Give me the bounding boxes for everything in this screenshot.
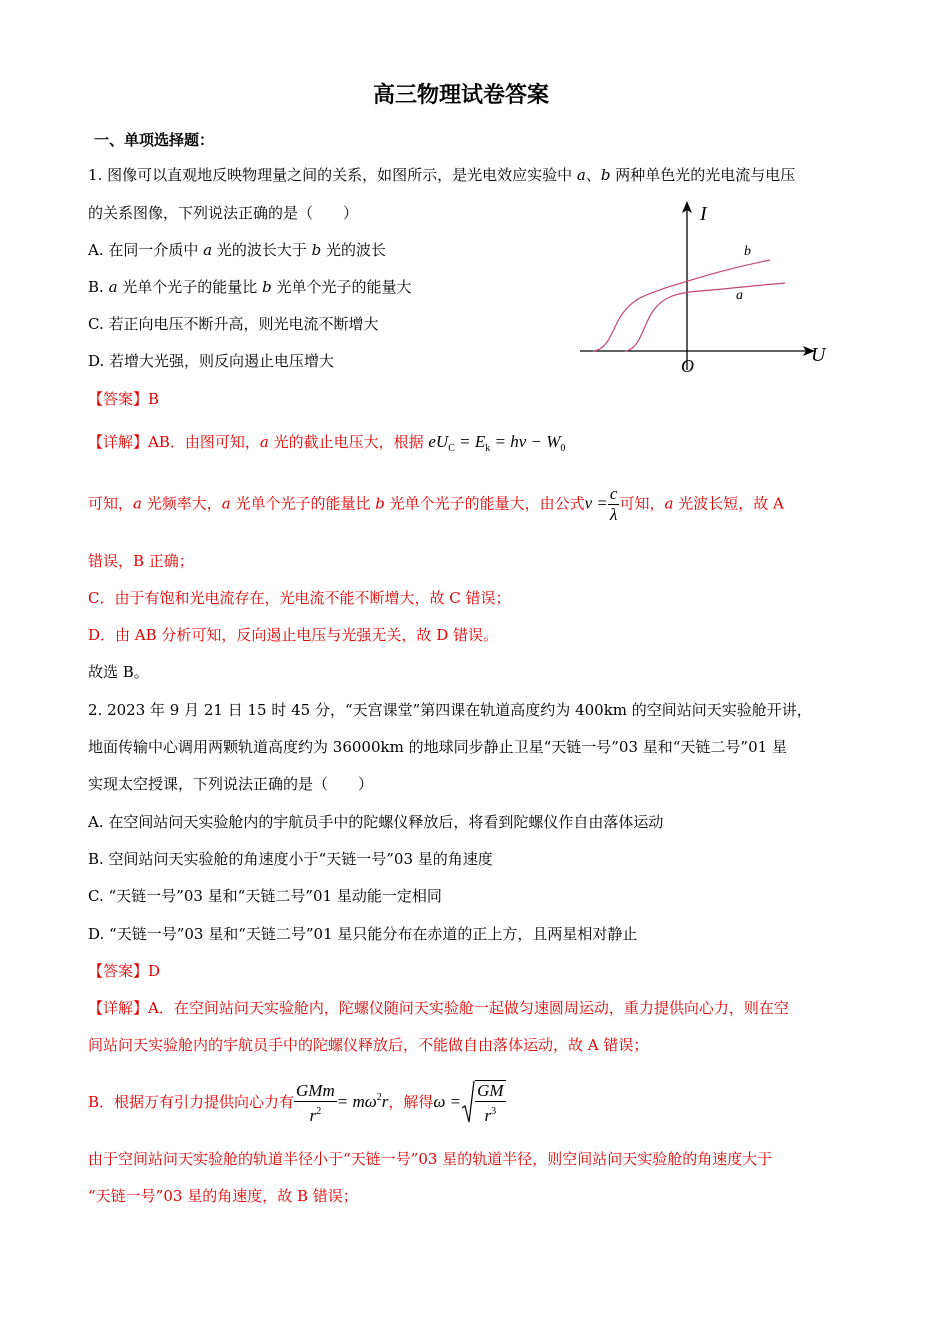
q1-detail-line3: 错误，B 正确； xyxy=(88,552,194,570)
q2-answer: 【答案】D xyxy=(88,962,161,980)
q1-option-c: C. 若正向电压不断升高，则光电流不断增大 xyxy=(88,315,379,333)
q1-stem-line1: 1. 图像可以直观地反映物理量之间的关系，如图所示，是光电效应实验中 a、b 两种单色光的光电流与电压 xyxy=(88,166,796,184)
q2-detail-b: B．根据万有引力提供向心力有 $\frac{\text{GMm}}{r^2}$ = $m\omega^2r$，解得ω = $\frac{GM}{r^3}$ xyxy=(88,1080,504,1125)
axis-label-i: I xyxy=(700,203,707,225)
q1-answer: 【答案】B xyxy=(88,390,160,408)
q2-option-b: B. 空间站问天实验舱的角速度小于“天链一号”03 星的角速度 xyxy=(88,850,493,868)
q2-option-d: D. “天链一号”03 星和“天链二号”01 星只能分布在赤道的正上方，且两星相对静止 xyxy=(88,925,638,943)
q1-detail-c: C．由于有饱和光电流存在，光电流不能不断增大，故 C 错误； xyxy=(88,589,511,607)
curve-label-a: a xyxy=(736,288,743,303)
curve-a xyxy=(625,283,785,351)
q1-detail-d: D．由 AB 分析可知，反向遏止电压与光强无关，故 D 错误。 xyxy=(88,626,498,644)
q2-option-c: C. “天链一号”03 星和“天链二号”01 星动能一定相同 xyxy=(88,887,442,905)
q2-detail-b-line2: 由于空间站问天实验舱的轨道半径小于“天链一号”03 星的轨道半径，则空间站问天实验舱的角速度大于 xyxy=(88,1150,773,1168)
section-heading: 一、单项选择题： xyxy=(94,131,215,149)
q2-detail-a-line2: 间站问天实验舱内的宇航员手中的陀螺仪释放后，不能做自由落体运动，故 A 错误； xyxy=(88,1036,649,1054)
q1-option-a: A. 在同一介质中 a 光的波长大于 b 光的波长 xyxy=(88,241,387,259)
sqrt-expression: $\frac{GM}{r^3}$ xyxy=(461,1080,505,1126)
q1-detail-line1: 【详解】AB．由图可知，a 光的截止电压大，根据 $eU_C = E_k = h\nu - W_0$ xyxy=(88,432,566,454)
q2-stem-line1: 2. 2023 年 9 月 21 日 15 时 45 分，“天宫课堂”第四课在轨道高度约为 400km 的空间站问天实验舱开讲， xyxy=(88,701,812,719)
q2-stem-line3: 实现太空授课，下列说法正确的是（ ） xyxy=(88,775,374,793)
q1-stem-line2: 的关系图像，下列说法正确的是（ ） xyxy=(88,204,359,222)
curve-b xyxy=(593,260,770,351)
q1-option-b: B. a 光单个光子的能量比 b 光单个光子的能量大 xyxy=(88,278,412,296)
photoelectric-graph xyxy=(575,195,830,375)
q1-conclusion: 故选 B。 xyxy=(88,663,149,681)
q2-detail-b-line3: “天链一号”03 星的角速度，故 B 错误； xyxy=(88,1187,358,1205)
q2-stem-line2: 地面传输中心调用两颗轨道高度约为 36000km 的地球同步静止卫星“天链一号”03 星和“天链二号”01 星 xyxy=(88,738,787,756)
q1-option-d: D. 若增大光强，则反向遏止电压增大 xyxy=(88,352,335,370)
q1-detail-line2: 可知，a 光频率大，a 光单个光子的能量比 b 光单个光子的能量大，由公式ν = $\frac{c}{\lambda}$ 可知，a 光波长短，故 A xyxy=(88,484,784,524)
curve-label-b: b xyxy=(744,244,751,259)
origin-label: O xyxy=(681,356,694,375)
q2-option-a: A. 在空间站问天实验舱内的宇航员手中的陀螺仪释放后，将看到陀螺仪作自由落体运动 xyxy=(88,813,664,831)
axis-label-u: U xyxy=(811,344,826,366)
page-title: 高三物理试卷答案 xyxy=(373,83,550,108)
q2-detail-a-line1: 【详解】A．在空间站问天实验舱内，陀螺仪随问天实验舱一起做匀速圆周运动，重力提供向心力，则在空 xyxy=(88,999,789,1017)
